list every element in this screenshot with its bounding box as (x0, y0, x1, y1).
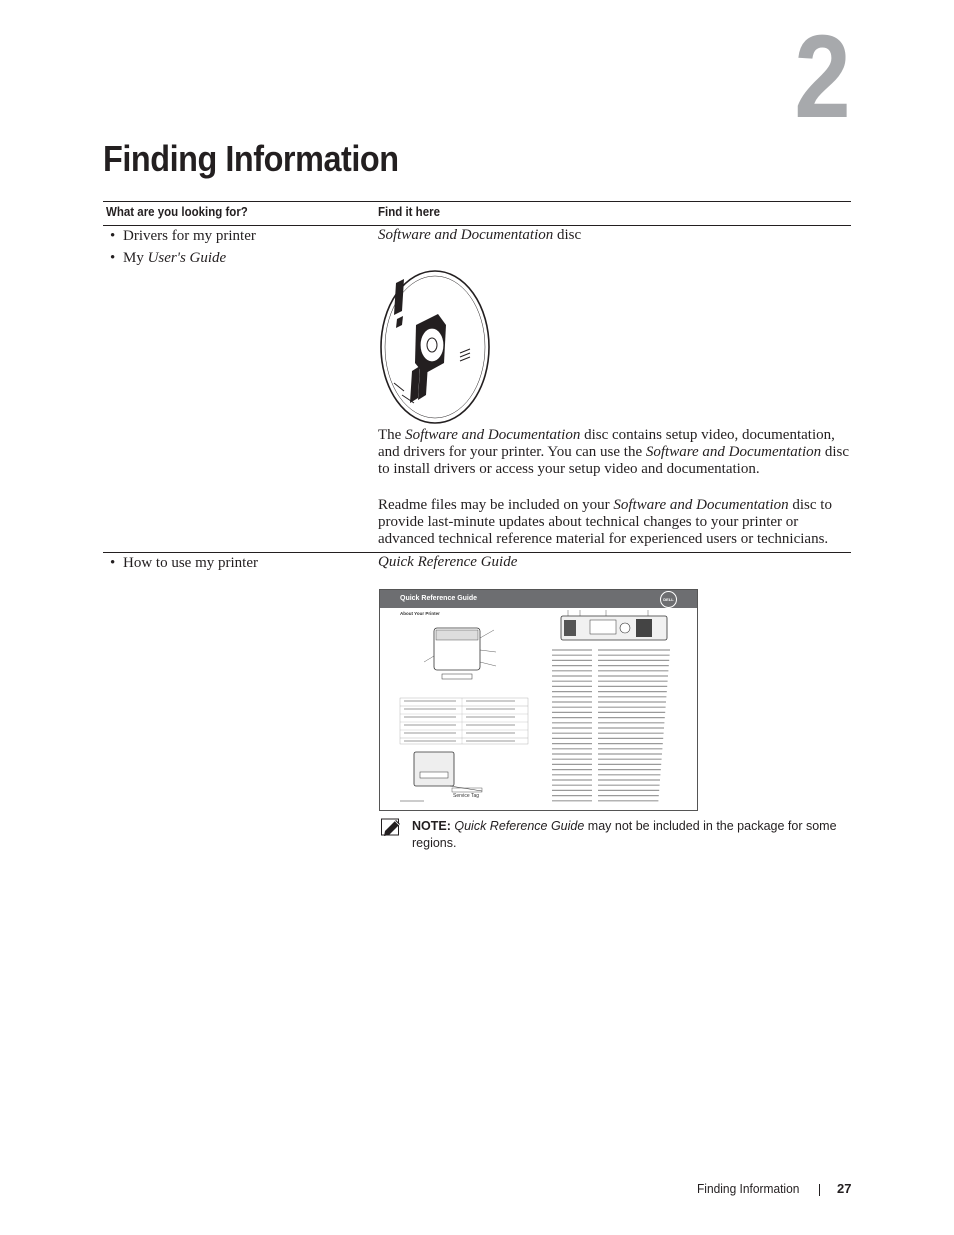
bullet-text: Drivers for my printer (123, 228, 256, 244)
service-tag-label: Service Tag (453, 793, 480, 799)
quick-reference-guide-label: Quick Reference Guide (378, 554, 518, 570)
note-label: NOTE: (412, 819, 451, 833)
bullet-text: My (123, 250, 148, 266)
guide-subheader: About Your Printer (400, 611, 440, 616)
page-title: Finding Information (103, 138, 399, 179)
disc-title: Software and Documentation (613, 497, 789, 513)
note-body: may not be included in the package for some regions. (412, 819, 837, 850)
text-span: Readme files may be included on your (378, 497, 614, 513)
table-row-rule (103, 552, 851, 553)
disc-title: Software and Documentation (405, 427, 581, 443)
footer-separator (819, 1184, 820, 1196)
footer-section-title: Finding Information (697, 1181, 800, 1196)
disc-title: Software and Documentation (378, 227, 554, 243)
table-top-rule (103, 201, 851, 202)
text-span: disc to provide last-minute updates about technical changes to your printer or advanced technical reference material for experienced users or technicians. (378, 497, 832, 547)
bullet-text: How to use my printer (123, 555, 258, 571)
disc-suffix: disc (553, 227, 582, 243)
guide-header-title: Quick Reference Guide (400, 595, 478, 602)
disc-title: Software and Documentation (645, 444, 822, 460)
list-item: • Drivers for my printer (110, 228, 256, 244)
quick-reference-guide-image (379, 589, 698, 811)
column-header-find-here: Find it here (378, 205, 440, 219)
guide-text-lines (380, 590, 697, 810)
note-text (412, 818, 852, 852)
list-item: • My User's Guide (110, 250, 227, 266)
users-guide-title: User's Guide (147, 250, 227, 266)
note-pencil-icon (381, 817, 403, 836)
page-number: 27 (837, 1181, 852, 1196)
column-header-looking-for: What are you looking for? (106, 205, 248, 219)
disc-illustration (374, 265, 494, 425)
chapter-number: 2 (794, 11, 851, 143)
list-item: • How to use my printer (110, 555, 258, 571)
text-span: The (378, 427, 406, 443)
disc-description (378, 427, 854, 478)
disc-icon (374, 265, 494, 425)
guide-title: Quick Reference Guide (454, 819, 585, 833)
dell-logo-icon: DELL (660, 591, 677, 608)
source-disc-label (378, 227, 854, 244)
readme-description (378, 497, 854, 548)
text-span: disc to install drivers or access your setup video and documentation. (378, 444, 850, 477)
text-span: disc contains setup video, documentation, and drivers for your printer. You can use the (378, 427, 835, 460)
table-header-rule (103, 225, 851, 226)
